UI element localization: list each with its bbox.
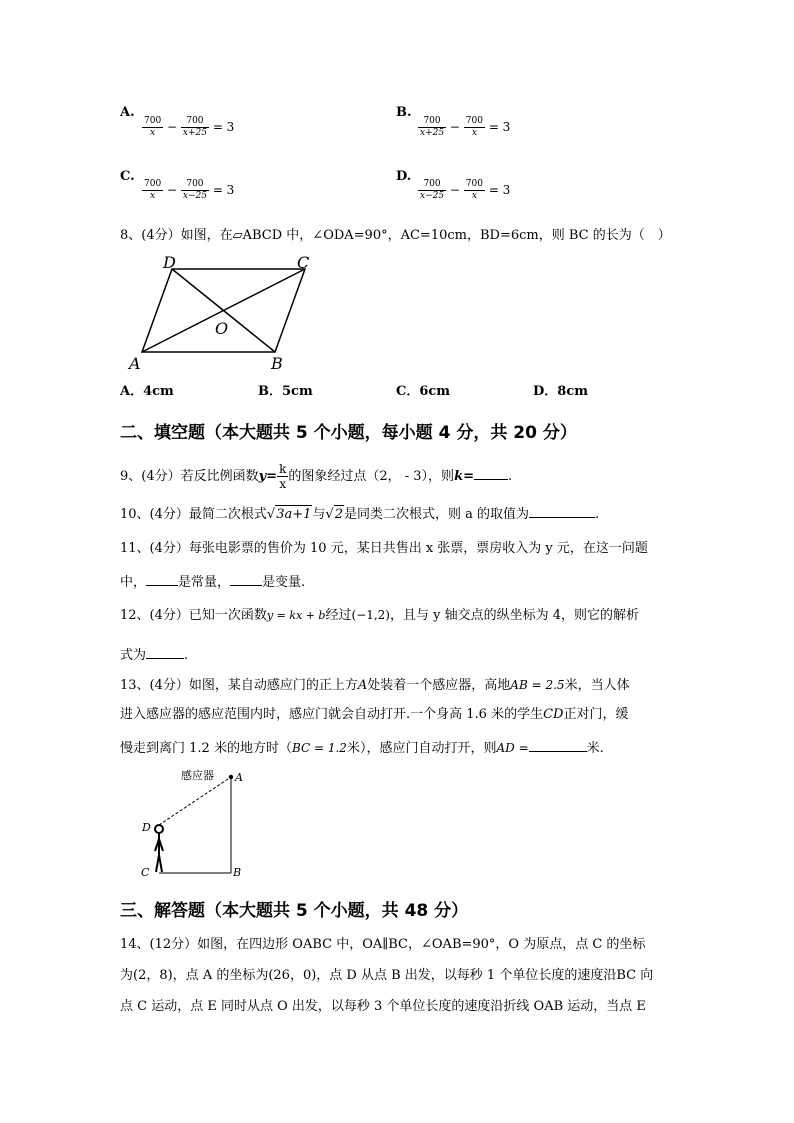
q7-equation-d: $\frac{700}{x-25}$ − $\frac{700}{x}$ = 3: [420, 179, 511, 201]
q9-text: 9、(4分）若反比例函数y= $\frac{k}{x}$ 的图象经过点（2， - 3），则k= .: [120, 462, 513, 491]
answer-blank[interactable]: [146, 571, 178, 586]
q8-option-d: D．8cm: [533, 384, 588, 399]
option-letter: A.: [120, 105, 135, 120]
q14-line-2: 为(2，8)，点 A 的坐标为(26，0)，点 D 从点 B 出发，以每秒 1 个单位长度的速度沿BC 向: [120, 968, 654, 983]
q13-line-1: 13、(4分）如图，某自动感应门的正上方A处装着一个感应器，高地AB = 2.5米，当人体: [120, 678, 630, 693]
q7-option-d: [396, 168, 411, 186]
sensor-line-da: [159, 777, 231, 825]
fraction: $\frac{700}{x}$: [465, 116, 483, 138]
q7-equation-a: $\frac{700}{x}$ − $\frac{700}{x+25}$ = 3: [144, 116, 235, 138]
label-d: D: [163, 255, 176, 272]
fraction-k-over-x: $\frac{k}{x}$: [279, 462, 287, 491]
fraction: $\frac{700}{x-25}$: [182, 179, 207, 201]
option-letter: B.: [396, 105, 412, 120]
answer-blank[interactable]: [529, 503, 595, 518]
option-letter: C.: [120, 169, 135, 184]
label-o: O: [215, 319, 229, 338]
q11-line-1: 11、(4分）每张电影票的售价为 10 元，某日共售出 x 张票，票房收入为 y 元，在这一问题: [120, 541, 648, 556]
radicand: 2: [334, 507, 343, 522]
fraction: $\frac{700}{x}$: [465, 179, 483, 201]
section-heading-solutions: 三、解答题（本大题共 5 个小题，共 48 分）: [120, 901, 469, 921]
answer-blank[interactable]: [529, 737, 587, 752]
answer-blank[interactable]: [230, 571, 262, 586]
answer-blank[interactable]: [146, 644, 184, 659]
fraction: $\frac{700}{x+25}$: [182, 116, 207, 138]
q7-option-a: [120, 104, 135, 122]
fraction: $\frac{700}{x+25}$: [420, 116, 445, 138]
option-letter: D.: [396, 169, 412, 184]
q7-option-b: [396, 104, 412, 122]
q7-equation-c: $\frac{700}{x}$ − $\frac{700}{x-25}$ = 3: [144, 179, 235, 201]
label-c: C: [297, 255, 310, 272]
q12-line-1: 12、(4分）已知一次函数y = kx + b经过(−1,2)，且与 y 轴交点的纵坐标为 4，则它的解析: [120, 608, 639, 623]
q8-stem: 8、(4分）如图，在▱ABCD 中，∠ODA=90°，AC=10cm，BD=6cm，则 BC 的长为（ ）: [120, 228, 671, 243]
label-a: A: [235, 771, 243, 784]
radicand: 3a+1: [276, 507, 312, 522]
label-b: B: [271, 354, 283, 373]
sensor-door-figure: [135, 765, 265, 880]
q11-line-2: 中， 是常量， 是变量.: [120, 571, 305, 592]
label-a: A: [129, 354, 141, 373]
diagonal-bd: [172, 269, 275, 352]
q8-option-a: A．4cm: [120, 384, 174, 399]
sensor-point: [229, 775, 233, 779]
section-heading-fill-in: 二、填空题（本大题共 5 个小题，每小题 4 分，共 20 分）: [120, 423, 577, 443]
label-d: D: [142, 821, 151, 834]
q7-option-c: [120, 168, 135, 186]
sqrt-symbol: √: [266, 507, 276, 522]
q8-option-b: B．5cm: [258, 384, 313, 399]
sensor-label: 感应器: [181, 769, 214, 782]
q13-line-2: 进入感应器的感应范围内时，感应门就会自动打开.一个身高 1.6 米的学生CD正对门，缓: [120, 707, 629, 722]
fraction: $\frac{700}{x}$: [144, 179, 162, 201]
fraction: $\frac{700}{x-25}$: [420, 179, 445, 201]
fraction: $\frac{700}{x}$: [144, 116, 162, 138]
label-c: C: [141, 866, 150, 879]
answer-blank[interactable]: [474, 465, 508, 480]
q13-line-3: 慢走到离门 1.2 米的地方时（BC = 1.2米），感应门自动打开，则AD = 米.: [120, 737, 604, 758]
parallelogram-figure: [125, 255, 325, 375]
q14-line-1: 14、(12分）如图，在四边形 OABC 中，OA∥BC，∠OAB=90°，O 为原点，点 C 的坐标: [120, 937, 646, 952]
q10-text: 10、(4分）最简二次根式√3a+1与√2是同类二次根式，则 a 的取值为 .: [120, 503, 599, 524]
q14-line-3: 点 C 运动，点 E 同时从点 O 出发，以每秒 3 个单位长度的速度沿折线 OAB 运动，当点 E: [120, 999, 646, 1014]
q12-line-2: 式为 .: [120, 644, 188, 665]
label-b: B: [233, 866, 242, 879]
q8-option-c: C．6cm: [396, 384, 451, 399]
q7-equation-b: $\frac{700}{x+25}$ − $\frac{700}{x}$ = 3: [420, 116, 511, 138]
student-icon: [155, 825, 163, 872]
